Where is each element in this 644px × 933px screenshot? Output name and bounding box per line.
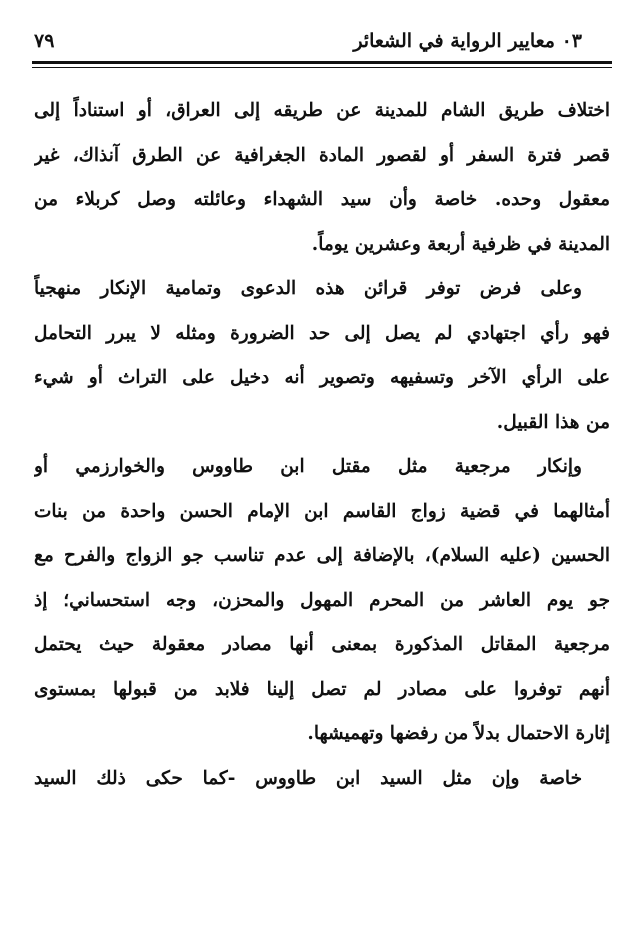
paragraph-1	[34, 89, 610, 267]
paragraph-4	[34, 757, 610, 802]
paragraph-3	[34, 445, 610, 757]
text-line: فهو رأي اجتهادي لم يصل إلى حد الضرورة ومثله لا يبرر التحامل	[34, 322, 610, 344]
text-line: أمثالهما في قضية زواج القاسم ابن الإمام الحسن واحدة من بنات	[34, 500, 610, 522]
text-line: إثارة الاحتمال بدلاً من رفضها وتهميشها.	[307, 723, 610, 744]
text-line: على الرأي الآخر وتسفيهه وتصوير أنه دخيل على التراث أو شيء	[34, 367, 610, 388]
text-line: اختلاف طريق الشام للمدينة عن طريقه إلى العراق، أو استناداً إلى	[34, 100, 610, 121]
text-line: معقول وحده. خاصة وأن سيد الشهداء وعائلته وصل كربلاء من	[34, 189, 610, 210]
text-line: قصر فترة السفر أو لقصور المادة الجغرافية عن الطرق آنذاك، غير	[34, 144, 610, 166]
text-line: جو يوم العاشر من المحرم المهول والمحزن، وجه استحساني؛ إذ	[34, 589, 610, 611]
body-text	[34, 89, 610, 801]
text-line: خاصة وإن مثل السيد ابن طاووس -كما حكى ذلك السيد	[34, 767, 582, 789]
text-line: الحسين (عليه السلام)، بالإضافة إلى عدم تناسب جو الزواج والفرح مع	[34, 545, 610, 566]
text-line: وإنكار مرجعية مثل مقتل ابن طاووس والخوارزمي أو	[34, 456, 582, 477]
text-line: أنهم توفروا على مصادر لم تصل إلينا فلابد من قبولها بمستوى	[34, 678, 610, 700]
running-header	[32, 24, 612, 58]
text-line: المدينة في ظرفية أربعة وعشرين يوماً.	[311, 233, 610, 255]
chapter-title: ٠٣ معايير الرواية في الشعائر	[353, 30, 582, 52]
page-number: ٧٩	[34, 30, 55, 52]
header-rule-thin	[32, 67, 612, 68]
paragraph-2	[34, 267, 610, 445]
text-line: من هذا القبيل.	[496, 411, 610, 433]
text-line: مرجعية المقاتل المذكورة بمعنى أنها مصادر معقولة حيث يحتمل	[34, 634, 610, 655]
text-line: وعلى فرض توفر قرائن هذه الدعوى وتمامية الإنكار منهجياً	[34, 278, 582, 299]
header-rule-thick	[32, 61, 612, 64]
